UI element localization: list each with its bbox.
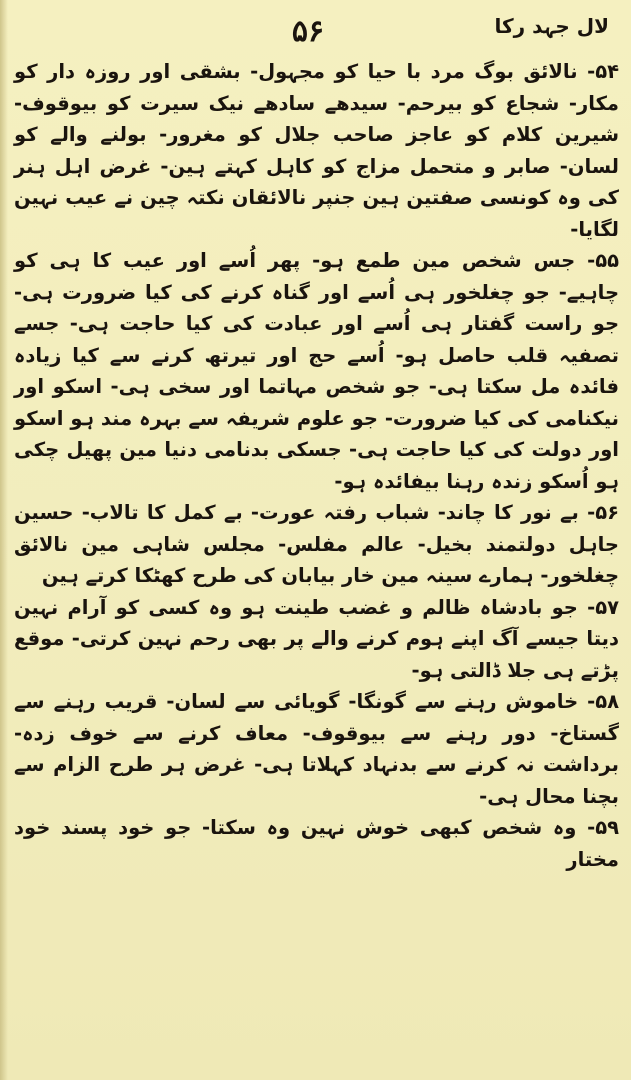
paragraph-57: ۵۷- جو بادشاہ ظالم و غضب طینت ہو وہ کسی کو آرام نہین دیتا جیسے آگ اپنے ہوم کرنے والے پر بھی رحم نہین کرتی- موقع پڑتے ہی جلا ڈالتی ہو- <box>14 595 619 682</box>
page-edge-shadow <box>0 0 8 1080</box>
running-title: لال جہد رکا <box>494 14 609 38</box>
paragraph-59: ۵۹- وہ شخص کبھی خوش نہین وہ سکتا- جو خود پسند خود مختار <box>14 816 619 871</box>
paragraph-58: ۵۸- خاموش رہنے سے گونگا- گویائی سے لسان- قریب رہنے سے گستاخ- دور رہنے سے بیوقوف- معاف کرنے سے خوف زدہ- برداشت نہ کرنے سے بدنہاد کہلاتا ہی- غرض ہر طرح الزام سے بچنا محال ہی- <box>14 690 619 808</box>
paragraph-56: ۵۶- بے نور کا چاند- شباب رفتہ عورت- بے کمل کا تالاب- حسین جاہل دولتمند بخیل- عالم مفلس- مجلس شاہی مین نالائق چغلخور- ہمارے سینہ مین خار بیابان کی طرح کھٹکا کرتے ہین <box>14 501 619 587</box>
page-body <box>14 56 619 1062</box>
page-number: ۵۶ <box>291 14 325 49</box>
page-header <box>0 0 631 64</box>
paragraph-55: ۵۵- جس شخص مین طمع ہو- پھر اُسے اور عیب کا ہی کو چاہیے- جو چغلخور ہی اُسے اور گناہ کرنے کی کیا ضرورت ہی- جو راست گفتار ہی اُسے اور عبادت کی کیا حاجت ہی- جسے تصفیہ قلب حاصل ہو- اُسے حج اور تیرتھ کرنے سے کیا زیادہ فائدہ مل سکتا ہی- جو شخص مہاتما اور سخی ہی- اسکو اور نیکنامی کی کیا ضرورت- جو علوم شریفہ سے بہرہ مند ہو اسکو اور دولت کی کیا حاجت ہی- جسکی بدنامی دنیا مین پھیل چکی ہو اُسکو زندہ رہنا بیفائدہ ہو- <box>14 249 619 493</box>
paragraph-54: ۵۴- نالائق بوگ مرد با حیا کو مجہول- بشقی اور روزہ دار کو مکار- شجاع کو بیرحم- سیدھے سادھے نیک سیرت کو بیوقوف- شیرین کلام کو عاجز صاحب جلال کو مغرور- بولنے والے کو لسان- صابر و متحمل مزاج کو کاہل کہتے ہین- غرض اہل ہنر کی وہ کونسی صفتین ہین جنپر نالائقان نکتہ چین نے عیب نہین لگایا- <box>14 60 619 241</box>
